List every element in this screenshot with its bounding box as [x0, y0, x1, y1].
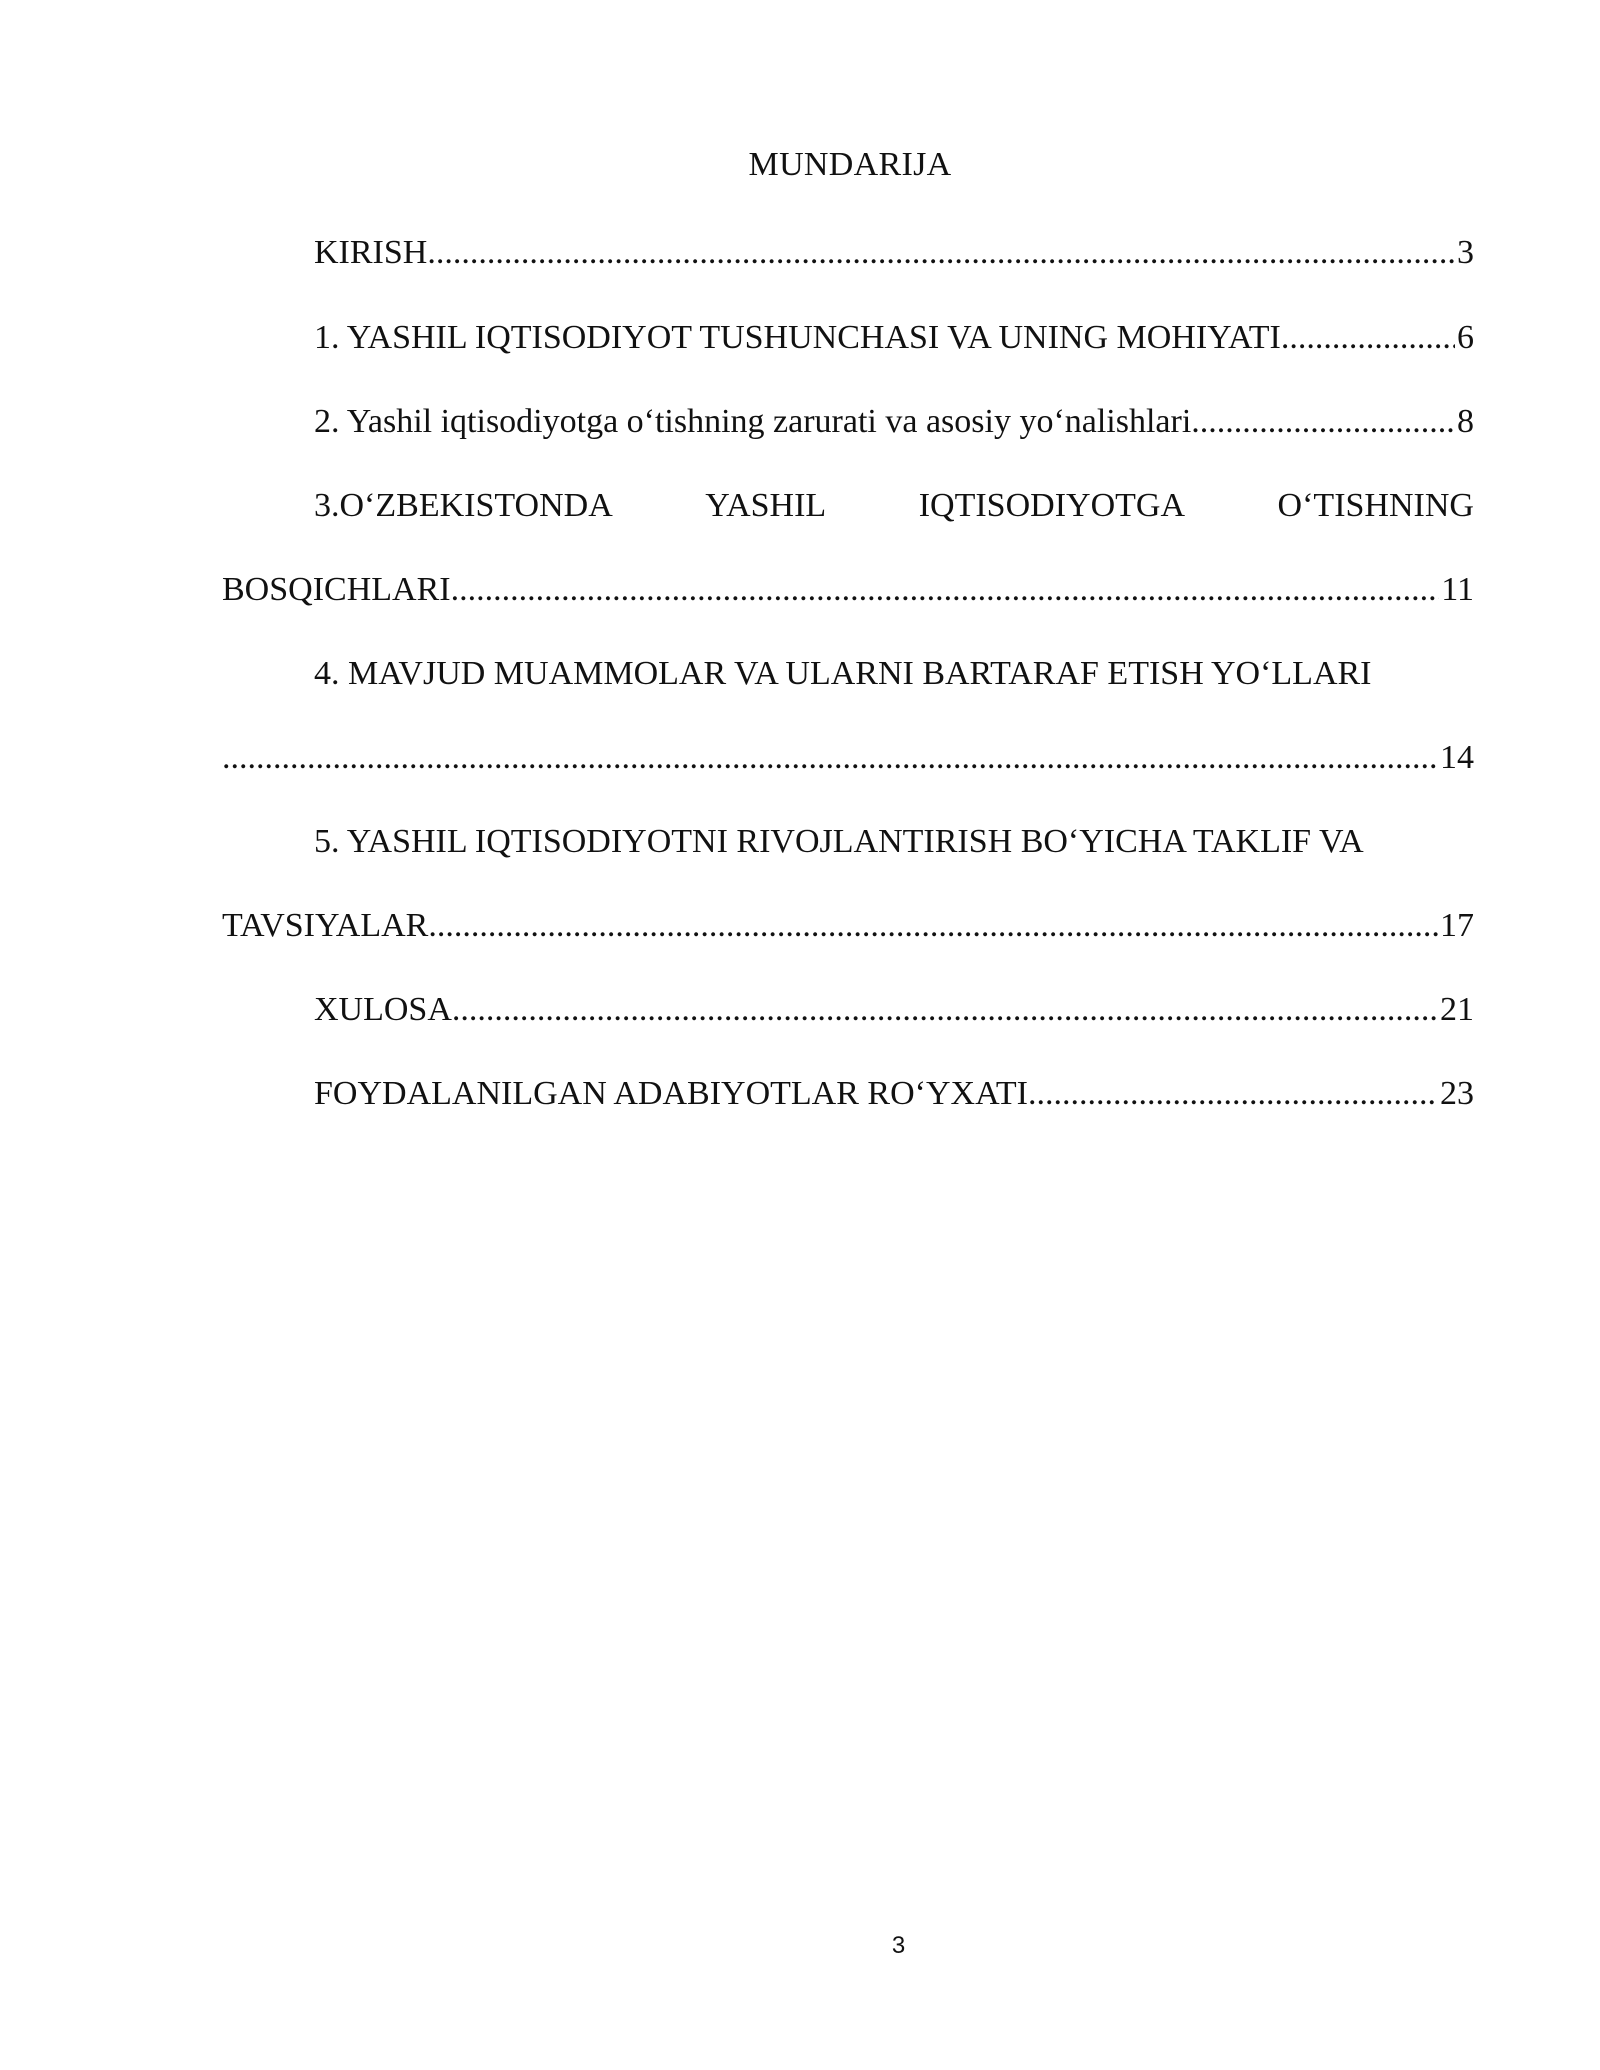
toc-entry-label: 1. YASHIL IQTISODIYOT TUSHUNCHASI VA UNING MOHIYATI: [314, 319, 1281, 356]
toc-entry-chapter-1[interactable]: [222, 318, 1474, 358]
toc-entry-label: [222, 486, 1474, 526]
toc-leader-dots: [1191, 402, 1455, 442]
toc-leader-dots: [427, 233, 1455, 273]
toc-entry-label: BOSQICHLARI: [222, 571, 451, 608]
toc-entry-page: 14: [1440, 739, 1474, 776]
toc-entry-chapter-4-line1[interactable]: [222, 654, 1474, 694]
page-number: 3: [891, 1932, 906, 1959]
toc-word: YASHIL: [705, 487, 827, 524]
toc-entry-chapter-3-line2[interactable]: [222, 570, 1474, 610]
toc-leader-dots: [1028, 1074, 1438, 1114]
toc-entry-page: 21: [1440, 991, 1474, 1028]
toc-entry-page: 8: [1457, 403, 1474, 440]
toc-leader-dots: [451, 570, 1440, 610]
toc-entry-label: 2. Yashil iqtisodiyotga o‘tishning zarurati va asosiy yo‘nalishlari: [314, 403, 1192, 440]
toc-entry-page: 3: [1457, 234, 1474, 271]
toc-entry-page: 23: [1440, 1075, 1474, 1112]
toc-entry-chapter-5-line2[interactable]: [222, 906, 1474, 946]
toc-leader-dots: [1281, 318, 1455, 358]
toc-entry-page: 11: [1441, 571, 1474, 608]
toc-entry-xulosa[interactable]: [222, 990, 1474, 1030]
toc-leader-dots: [222, 738, 1438, 778]
toc-entry-references[interactable]: [222, 1074, 1474, 1114]
toc-word: IQTISODIYOTGA: [918, 487, 1186, 524]
toc-leader-dots: [428, 906, 1438, 946]
toc-entry-label: KIRISH: [314, 234, 428, 271]
toc-entry-label: TAVSIYALAR: [222, 907, 429, 944]
toc-word: 3.O‘ZBEKISTONDA: [314, 487, 613, 524]
toc-entry-label: XULOSA: [314, 991, 452, 1028]
toc-entry-chapter-5-line1[interactable]: [222, 822, 1474, 862]
toc-entry-page: 6: [1457, 319, 1474, 356]
toc-entry-label: FOYDALANILGAN ADABIYOTLAR RO‘YXATI: [314, 1075, 1028, 1112]
toc-entry-label: 5. YASHIL IQTISODIYOTNI RIVOJLANTIRISH BO‘YICHA TAKLIF VA: [314, 823, 1364, 860]
toc-entry-kirish[interactable]: [222, 233, 1474, 273]
toc-title: MUNDARIJA: [748, 146, 952, 183]
toc-entry-chapter-4-line2[interactable]: [222, 738, 1474, 778]
toc-entry-label: 4. MAVJUD MUAMMOLAR VA ULARNI BARTARAF ETISH YO‘LLARI: [314, 655, 1372, 692]
toc-entry-chapter-2[interactable]: [222, 402, 1474, 442]
toc-word: O‘TISHNING: [1277, 487, 1474, 524]
toc-entry-page: 17: [1440, 907, 1474, 944]
toc-leader-dots: [452, 990, 1438, 1030]
toc-entry-chapter-3-line1[interactable]: [222, 486, 1474, 526]
